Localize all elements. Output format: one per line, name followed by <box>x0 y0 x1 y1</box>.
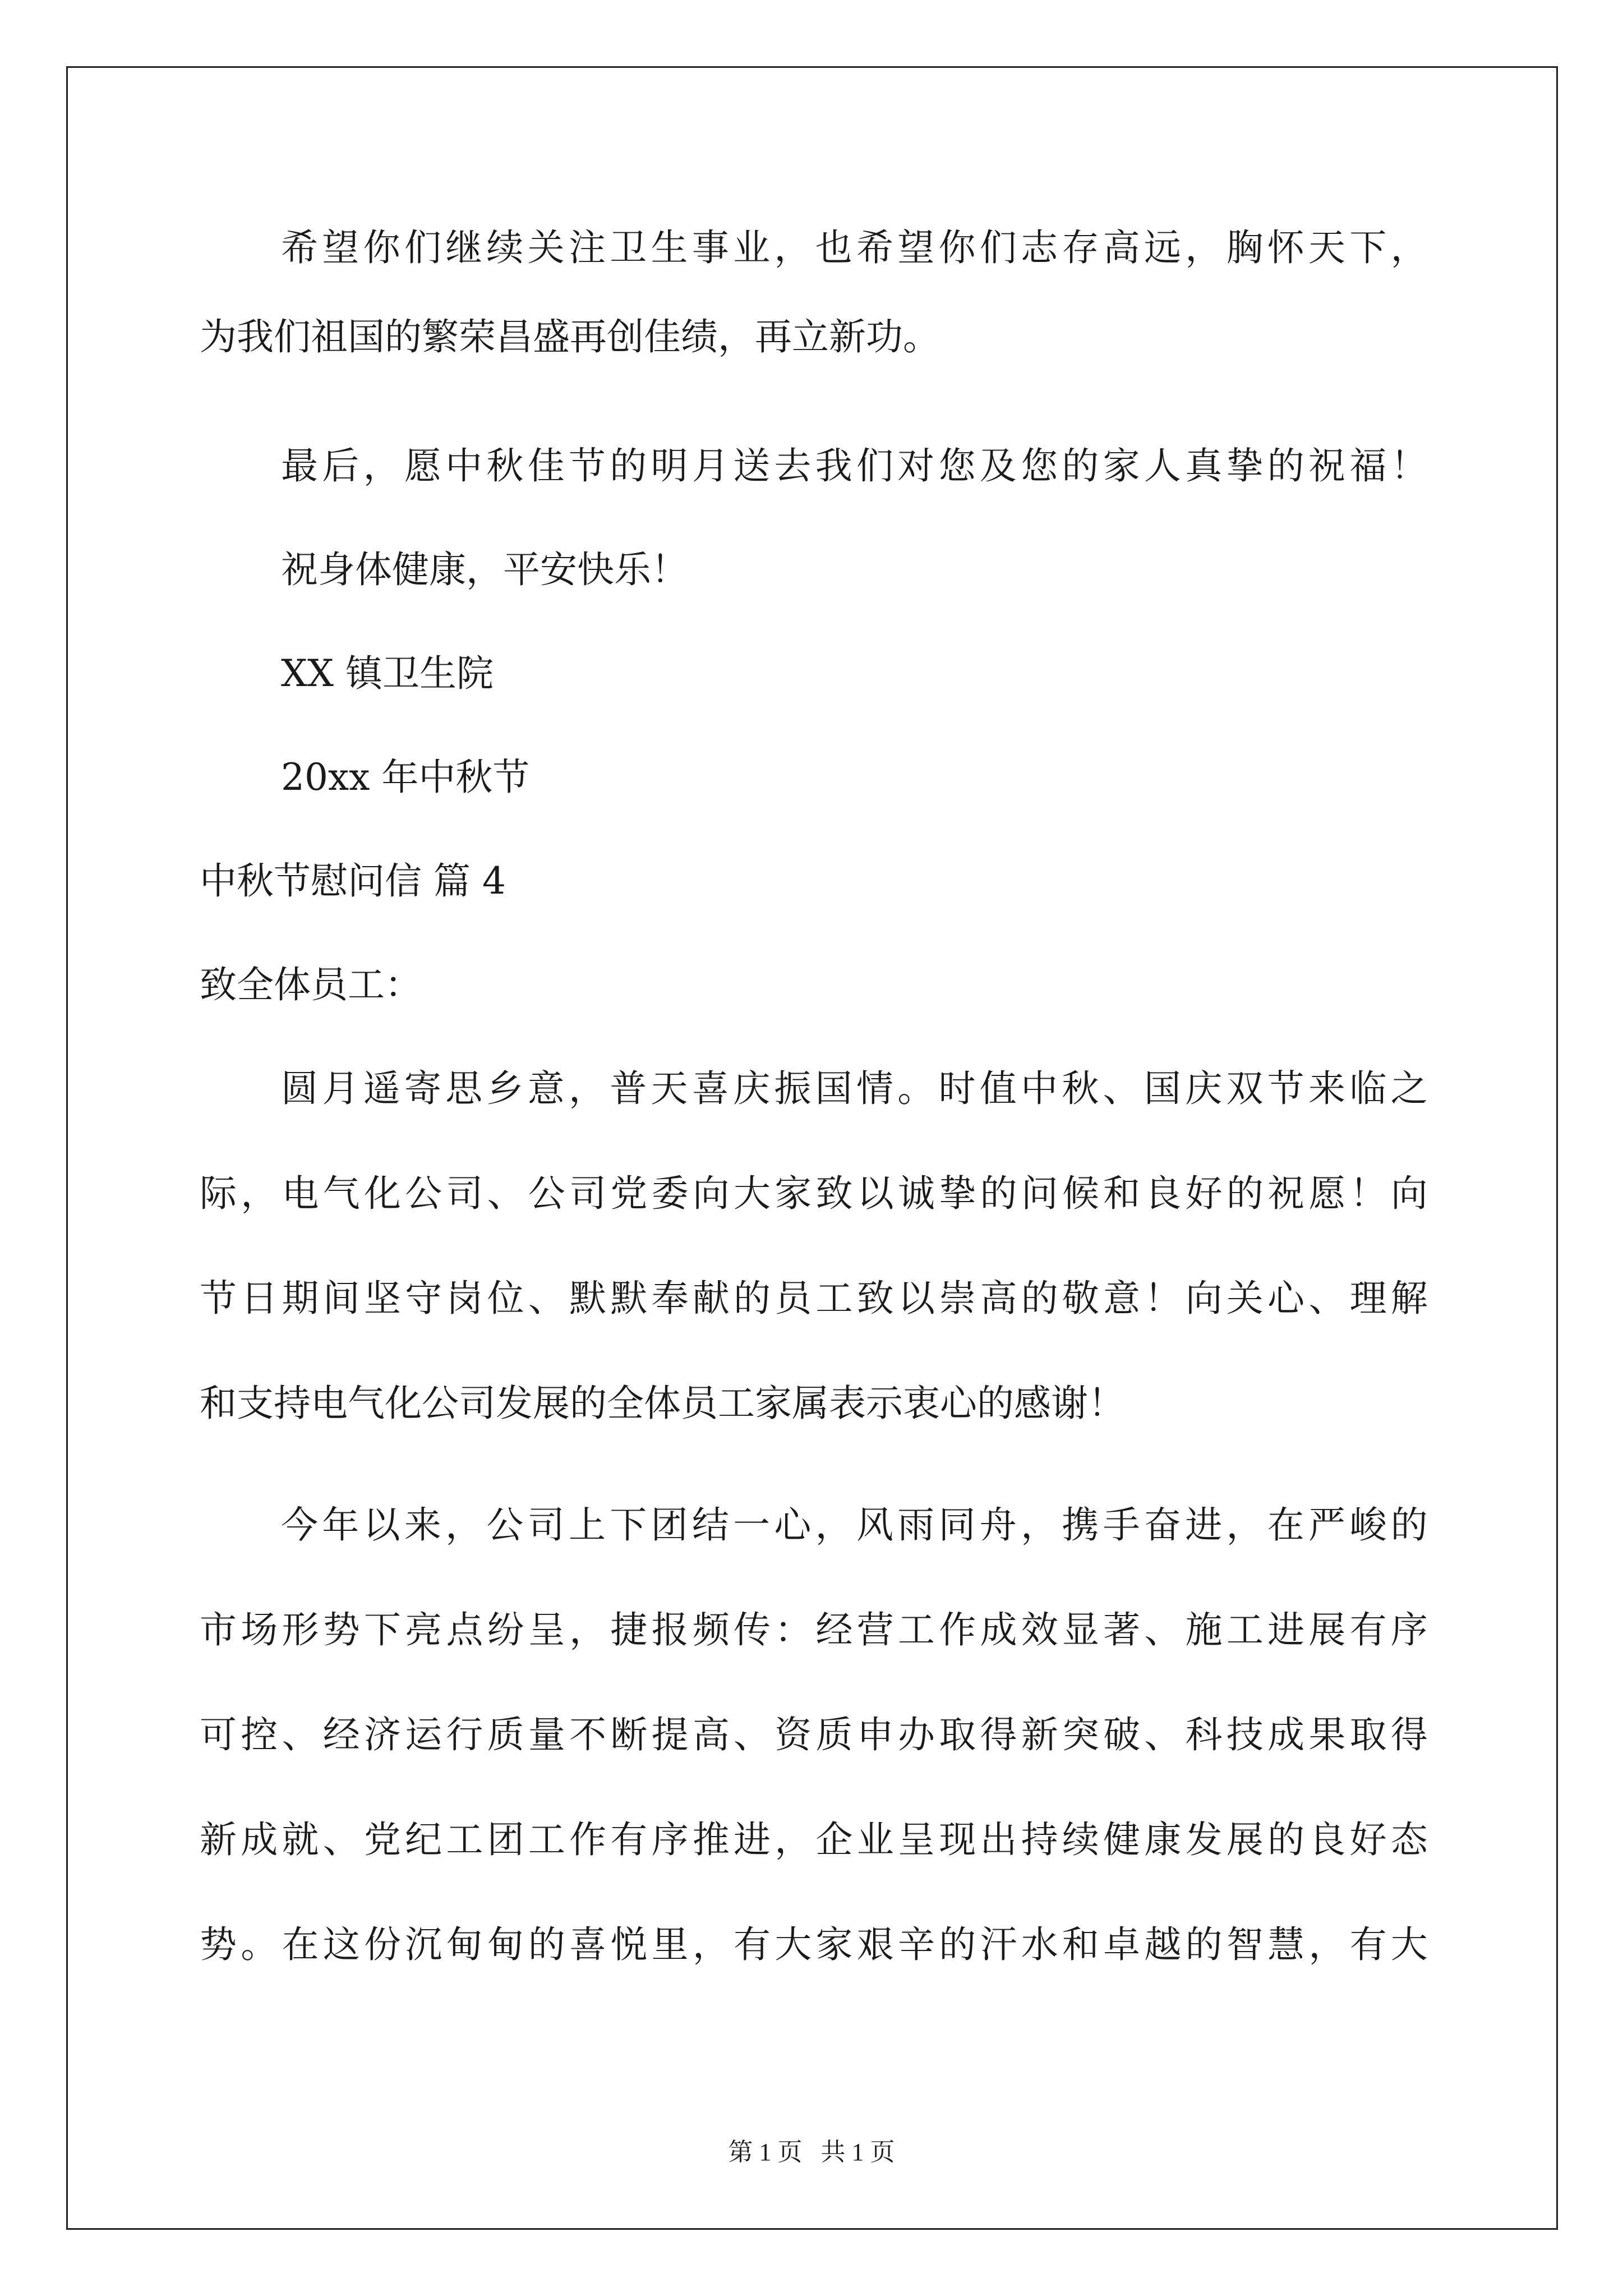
section-heading: 中秋节慰问信 篇 4 <box>200 859 506 903</box>
page-footer: 第 1 页 共 1 页 <box>728 2138 895 2166</box>
paragraph-line: 新 成 就 、 党 纪 工 团 工 作 有 序 推 进 ， 企 业 呈 现 出 持 续 健 康 发 展 的 良 好 态 <box>200 1818 1428 1861</box>
paragraph-line: 和支持电气化公司发展的全体员工家属表示衷心的感谢！ <box>200 1382 1125 1425</box>
paragraph-line: 今 年 以 来 ， 公 司 上 下 团 结 一 心 ， 风 雨 同 舟 ， 携 手 奋 进 ， 在 严 峻 的 <box>281 1503 1428 1547</box>
salutation: 致全体员工： <box>200 963 422 1006</box>
paragraph-line: 祝身体健康，平安快乐！ <box>281 548 688 591</box>
paragraph-line: 际 ， 电 气 化 公 司 、 公 司 党 委 向 大 家 致 以 诚 挚 的 问 候 和 良 好 的 祝 愿 ！ 向 <box>200 1172 1428 1215</box>
signature-org: XX 镇卫生院 <box>281 652 494 695</box>
paragraph-line: 市 场 形 势 下 亮 点 纷 呈 ， 捷 报 频 传 ： 经 营 工 作 成 效 显 著 、 施 工 进 展 有 序 <box>200 1608 1428 1651</box>
signature-date: 20xx 年中秋节 <box>281 756 530 799</box>
paragraph-line: 圆 月 遥 寄 思 乡 意 ， 普 天 喜 庆 振 国 情 。 时 值 中 秋 、 国 庆 双 节 来 临 之 <box>281 1067 1428 1110</box>
page-border <box>66 66 1558 2230</box>
paragraph-line: 势 。 在 这 份 沉 甸 甸 的 喜 悦 里 ， 有 大 家 艰 辛 的 汗 水 和 卓 越 的 智 慧 ， 有 大 <box>200 1923 1428 1966</box>
paragraph-line: 为我们祖国的繁荣昌盛再创佳绩，再立新功。 <box>200 315 940 358</box>
paragraph-line: 最 后 ， 愿 中 秋 佳 节 的 明 月 送 去 我 们 对 您 及 您 的 家 人 真 挚 的 祝 福 ！ <box>281 444 1428 487</box>
paragraph-line: 希 望 你 们 继 续 关 注 卫 生 事 业 ， 也 希 望 你 们 志 存 高 远 ， 胸 怀 天 下 ， <box>281 226 1428 269</box>
paragraph-line: 节 日 期 间 坚 守 岗 位 、 默 默 奉 献 的 员 工 致 以 崇 高 的 敬 意 ！ 向 关 心 、 理 解 <box>200 1277 1428 1320</box>
paragraph-line: 可 控 、 经 济 运 行 质 量 不 断 提 高 、 资 质 申 办 取 得 新 突 破 、 科 技 成 果 取 得 <box>200 1713 1428 1756</box>
